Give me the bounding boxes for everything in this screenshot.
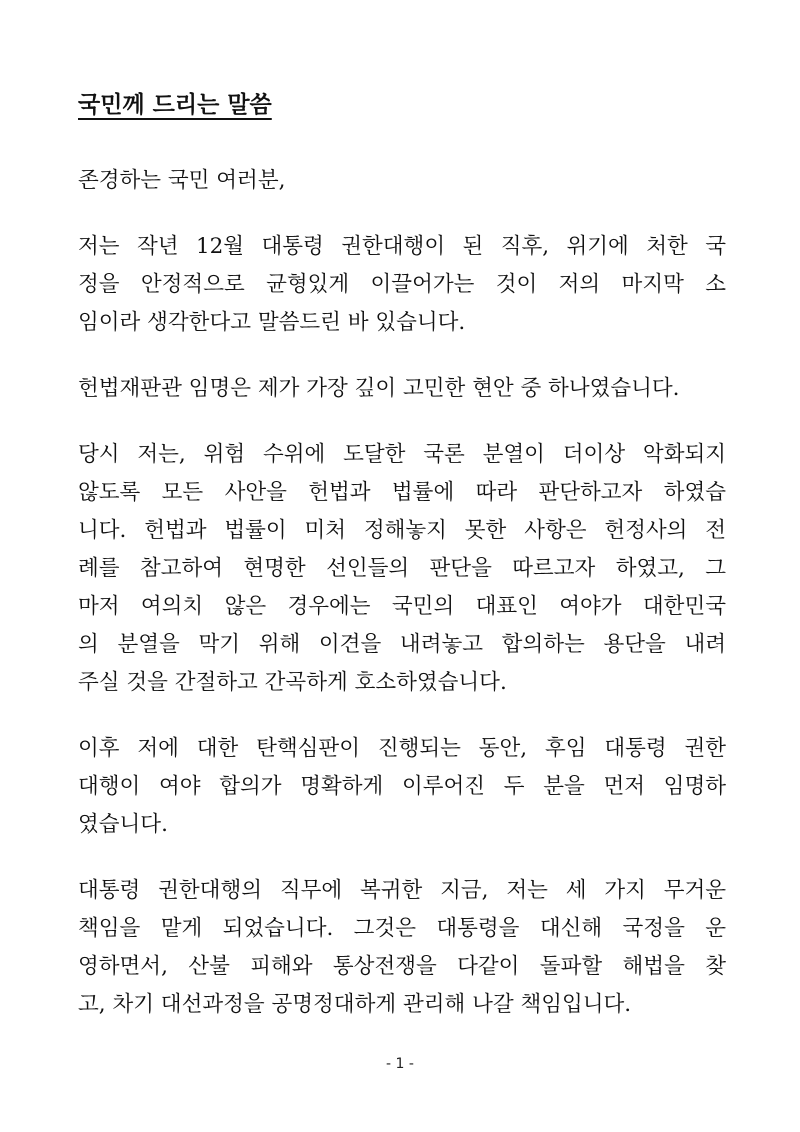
greeting-line: 존경하는 국민 여러분,	[78, 168, 286, 193]
paragraph-line: 않도록 모든 사안을 헌법과 법률에 따라 판단하고자 하였습	[78, 480, 726, 505]
document-title: 국민께 드리는 말씀	[78, 91, 272, 118]
paragraph-line: 헌법재판관 임명은 제가 가장 깊이 고민한 현안 중 하나였습니다.	[78, 376, 680, 401]
paragraph	[78, 872, 726, 1024]
document-body	[78, 88, 726, 1052]
paragraph-line: 정을 안정적으로 균형있게 이끌어가는 것이 저의 마지막 소	[78, 272, 726, 297]
paragraph-line: 저는 작년 12월 대통령 권한대행이 된 직후, 위기에 처한 국	[78, 234, 726, 259]
paragraph	[78, 436, 726, 702]
paragraph-line: 였습니다.	[78, 812, 168, 837]
paragraph-line: 고, 차기 대선과정을 공명정대하게 관리해 나갈 책임입니다.	[78, 992, 632, 1017]
paragraph-line: 책임을 맡게 되었습니다. 그것은 대통령을 대신해 국정을 운	[78, 916, 726, 941]
paragraph-line: 니다. 헌법과 법률이 미처 정해놓지 못한 사항은 헌정사의 전	[78, 518, 726, 543]
paragraph-line: 임이라 생각한다고 말씀드린 바 있습니다.	[78, 310, 466, 335]
paragraph-line: 영하면서, 산불 피해와 통상전쟁을 다같이 돌파할 해법을 찾	[78, 954, 726, 979]
paragraph-line: 의 분열을 막기 위해 이견을 내려놓고 합의하는 용단을 내려	[78, 632, 726, 657]
paragraph-line: 대행이 여야 합의가 명확하게 이루어진 두 분을 먼저 임명하	[78, 774, 726, 799]
paragraph	[78, 228, 726, 342]
paragraph	[78, 730, 726, 844]
paragraph-line: 마저 여의치 않은 경우에는 국민의 대표인 여야가 대한민국	[78, 594, 726, 619]
paragraph-line: 이후 저에 대한 탄핵심판이 진행되는 동안, 후임 대통령 권한	[78, 736, 726, 761]
paragraph-line: 당시 저는, 위험 수위에 도달한 국론 분열이 더이상 악화되지	[78, 442, 726, 467]
paragraph	[78, 370, 726, 408]
paragraph-line: 대통령 권한대행의 직무에 복귀한 지금, 저는 세 가지 무거운	[78, 878, 726, 903]
paragraph-line: 례를 참고하여 현명한 선인들의 판단을 따르고자 하였고, 그	[78, 556, 726, 581]
paragraph-line: 주실 것을 간절하고 간곡하게 호소하였습니다.	[78, 670, 507, 695]
page-number: - 1 -	[386, 1056, 414, 1072]
